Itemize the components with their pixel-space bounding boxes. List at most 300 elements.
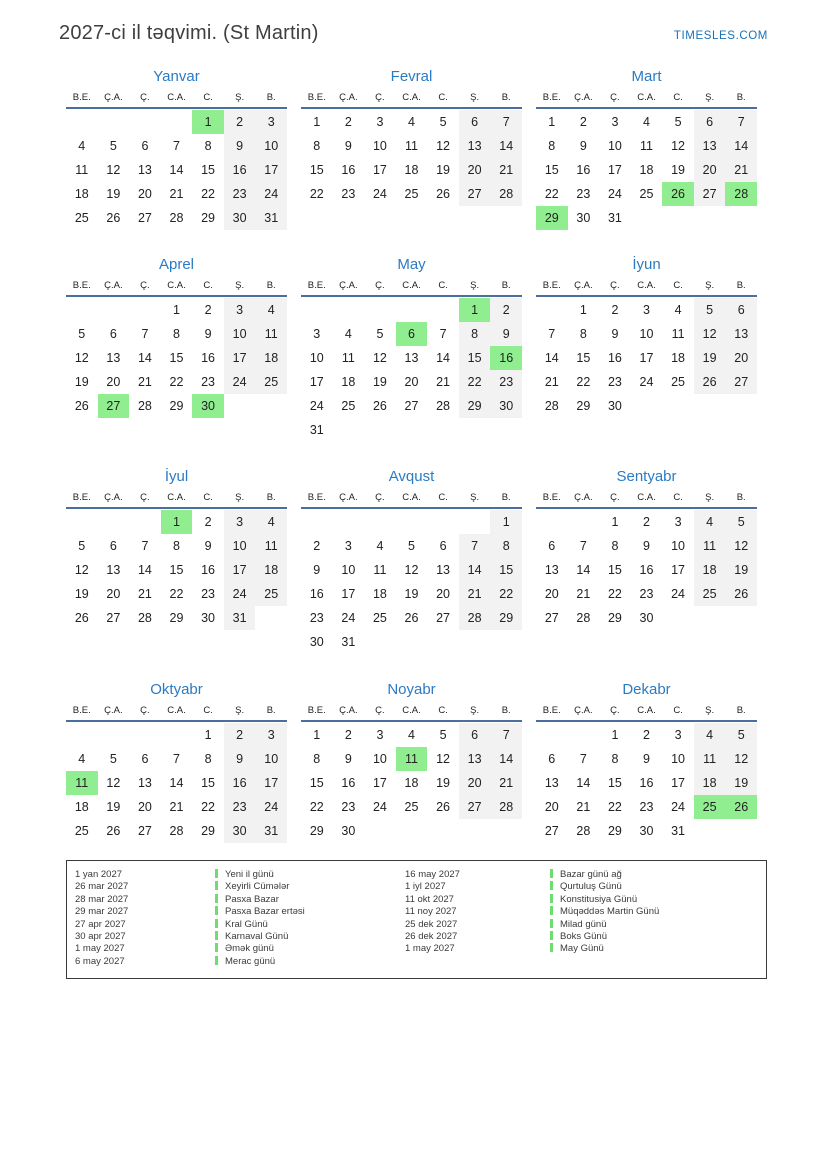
weekday-label: Ş. [470,705,480,716]
weekday-label: B. [501,280,511,291]
day-cell: 30 [639,824,654,838]
month-title: Dekabr [622,681,671,698]
day-cell: 28 [490,795,522,819]
weekday-label: C.A. [167,492,186,503]
day-cell-empty [536,723,568,747]
day-cell: 5 [725,510,757,534]
day-cell: 21 [544,375,559,389]
day-cell: 19 [74,375,89,389]
month-block [536,255,757,418]
day-cell: 5 [725,723,757,747]
day-cell-empty [662,394,694,418]
day-cell: 3 [674,515,682,529]
day-cell: 9 [224,747,256,771]
day-cell: 1 [204,728,212,742]
day-cell: 10 [607,139,622,153]
day-cell: 13 [459,747,491,771]
weekday-header-row [536,277,757,295]
day-cell: 8 [313,752,321,766]
day-cell-empty [396,630,428,654]
day-cell: 4 [255,298,287,322]
day-cell: 27 [106,611,121,625]
day-cell: 24 [607,187,622,201]
day-cell-empty [427,298,459,322]
weekday-label: B. [266,280,276,291]
day-cell: 11 [671,327,685,341]
day-cell: 12 [106,163,121,177]
header-underline [536,107,757,109]
legend-holiday [215,869,405,881]
day-cell: 1 [611,728,619,742]
day-cell-empty [427,418,459,442]
day-cell: 12 [725,747,757,771]
day-cell: 13 [436,563,451,577]
day-cell: 22 [309,800,324,814]
day-cell: 26 [436,187,451,201]
legend-holiday-name: Merac günü [225,955,276,967]
legend-holiday [215,943,405,955]
day-cell: 27 [544,611,559,625]
day-cell: 27 [544,824,559,838]
weekday-label: C. [438,492,448,503]
day-cell: 16 [309,587,324,601]
weekday-label: C. [673,705,683,716]
day-cell: 4 [255,510,287,534]
weekday-label: Ç.A. [104,492,123,503]
weekday-label: B.E. [542,492,561,503]
day-cell: 18 [404,163,419,177]
weekday-label: B.E. [307,92,326,103]
day-cell: 2 [579,115,587,129]
month-block [301,467,522,654]
day-cell: 5 [376,327,384,341]
day-cell-empty [459,630,491,654]
day-cell-empty [364,510,396,534]
day-cell: 2 [224,723,256,747]
page-header [0,0,827,45]
day-cell-empty [364,298,396,322]
day-cell: 23 [309,611,324,625]
day-cell: 10 [341,563,356,577]
day-cell: 18 [694,771,726,795]
weekday-label: Ç.A. [574,280,593,291]
day-cell: 4 [408,728,415,742]
day-cell: 23 [576,187,591,201]
day-cell: 22 [201,187,216,201]
day-cell: 17 [372,163,387,177]
day-cell: 24 [341,611,356,625]
day-cell: 17 [639,351,654,365]
legend-date: 11 okt 2027 [405,893,454,905]
day-cell: 18 [74,800,89,814]
legend-date: 11 noy 2027 [405,906,457,918]
day-cell: 22 [309,187,324,201]
day-cell-empty [255,394,287,418]
weekday-label: C.A. [637,705,656,716]
day-cell: 8 [611,539,619,553]
day-cell: 7 [725,110,757,134]
day-cell: 19 [671,163,686,177]
day-cell: 10 [639,327,654,341]
day-cell: 23 [224,795,256,819]
day-cell: 13 [544,776,559,790]
day-cell: 3 [674,728,682,742]
day-cell: 8 [548,139,556,153]
legend-holiday-name: Müqəddəs Martin Günü [560,906,660,918]
day-cell: 15 [169,563,184,577]
day-cell-empty [694,394,726,418]
day-cell-empty [536,298,568,322]
weekday-label: B. [266,492,276,503]
day-cell: 10 [224,534,256,558]
day-cell: 1 [173,303,180,317]
day-cell: 9 [611,327,619,341]
weekday-label: B.E. [542,92,561,103]
day-cell: 1 [490,510,522,534]
legend-name-column [550,869,750,968]
day-cell: 5 [439,728,447,742]
weekday-label: Ç. [375,492,385,503]
day-cell: 27 [137,824,152,838]
site-link[interactable]: TIMESLES.COM [673,30,768,42]
day-cell: 23 [224,182,256,206]
day-cell: 27 [694,182,726,206]
header-underline [66,720,287,722]
legend-group [67,869,405,968]
day-cell: 15 [544,163,559,177]
day-cell: 6 [109,539,117,553]
day-cell: 13 [404,351,419,365]
day-cell: 31 [607,211,622,225]
weekday-label: B.E. [307,705,326,716]
day-cell: 18 [255,558,287,582]
day-cell: 21 [490,771,522,795]
weekday-label: C.A. [402,92,421,103]
day-cell: 17 [255,158,287,182]
days-grid [66,298,287,418]
weekday-label: C.A. [637,280,656,291]
day-cell: 9 [579,139,587,153]
day-cell: 7 [173,139,180,153]
day-cell: 30 [224,819,256,843]
month-title: Fevral [390,68,433,85]
day-cell: 2 [204,515,212,529]
day-cell-empty [427,630,459,654]
month-block [536,680,757,843]
day-cell: 19 [404,587,419,601]
day-cell-empty [725,606,757,630]
day-cell-empty [459,418,491,442]
day-cell-empty [631,394,663,418]
month-title: Avqust [388,468,435,485]
day-cell-empty [98,510,130,534]
day-cell: 24 [255,182,287,206]
day-cell: 8 [459,322,491,346]
day-cell: 3 [224,510,256,534]
day-cell-empty [459,510,491,534]
day-cell: 12 [694,322,726,346]
day-cell: 29 [169,399,184,413]
day-cell: 8 [173,327,180,341]
day-cell: 3 [344,539,352,553]
day-cell: 16 [224,158,256,182]
legend-date: 29 mar 2027 [75,906,129,918]
day-cell: 15 [459,346,491,370]
day-cell: 11 [694,534,726,558]
day-cell: 23 [490,370,522,394]
day-cell: 22 [490,582,522,606]
day-cell: 11 [405,139,418,153]
day-cell: 4 [643,115,650,129]
day-cell: 4 [694,723,726,747]
day-cell-empty [364,630,396,654]
day-cell: 14 [490,134,522,158]
day-cell: 21 [459,582,491,606]
legend-date: 28 mar 2027 [75,893,129,905]
legend-holiday-name: May Günü [560,943,604,955]
day-cell: 1 [611,515,619,529]
day-cell: 9 [643,539,650,553]
day-cell: 21 [576,587,591,601]
day-cell: 13 [544,563,559,577]
day-cell: 20 [725,346,757,370]
day-cell: 7 [579,539,587,553]
weekday-header-row [66,277,287,295]
legend-marker-icon [550,919,553,928]
day-cell: 5 [408,539,415,553]
day-cell-empty [224,394,256,418]
day-cell: 9 [344,139,352,153]
month-title: Yanvar [153,68,200,85]
day-cell: 13 [694,134,726,158]
day-cell: 26 [404,611,419,625]
day-cell: 25 [404,800,419,814]
day-cell: 29 [169,611,184,625]
days-grid [301,510,522,654]
day-cell: 17 [341,587,356,601]
day-cell: 4 [694,510,726,534]
day-cell-empty [459,819,491,843]
day-cell: 8 [611,752,619,766]
day-cell-empty [161,110,193,134]
day-cell: 31 [255,206,287,230]
header-underline [536,295,757,297]
day-cell: 15 [576,351,591,365]
day-cell-empty [364,418,396,442]
day-cell: 6 [109,327,117,341]
day-cell: 20 [544,587,559,601]
legend-holiday [550,881,750,893]
day-cell: 6 [459,723,491,747]
day-cell: 22 [576,375,591,389]
day-cell: 1 [313,115,321,129]
month-block [536,67,757,230]
legend-holiday-name: Karnaval Günü [225,930,289,942]
day-cell: 12 [404,563,419,577]
day-cell: 18 [341,375,356,389]
day-cell: 11 [640,139,653,153]
weekday-label: Ç.A. [574,92,593,103]
legend-holiday [215,881,405,893]
weekday-label: Ç. [140,705,150,716]
day-cell: 13 [459,134,491,158]
weekday-label: B. [501,92,511,103]
day-cell: 23 [607,375,622,389]
day-cell: 7 [141,327,149,341]
day-cell: 5 [674,115,682,129]
day-cell: 15 [201,776,216,790]
weekday-label: Ş. [705,492,715,503]
weekday-header-row [536,89,757,107]
legend-holiday-name: Konstitusiya Günü [560,893,638,905]
header-underline [301,107,522,109]
weekday-label: Ç. [140,280,150,291]
day-cell: 25 [74,824,89,838]
day-cell: 11 [694,747,726,771]
weekday-label: B. [736,492,746,503]
weekday-label: Ç. [375,280,385,291]
weekday-label: Ç.A. [339,492,358,503]
weekday-header-row [66,702,287,720]
day-cell: 5 [109,752,117,766]
days-grid [66,510,287,630]
day-cell: 28 [169,211,184,225]
weekday-label: Ş. [235,492,245,503]
day-cell: 27 [459,182,491,206]
weekday-label: Ç. [610,705,620,716]
day-cell: 8 [204,139,212,153]
day-cell: 4 [78,139,86,153]
day-cell: 4 [376,539,384,553]
legend-marker-icon [215,931,218,940]
day-cell: 24 [309,399,324,413]
month-block [301,680,522,843]
day-cell: 9 [224,134,256,158]
day-cell: 25 [694,795,726,819]
day-cell: 1 [579,303,587,317]
header-underline [66,507,287,509]
day-cell: 13 [106,351,121,365]
legend-date: 26 mar 2027 [75,881,129,893]
day-cell-empty [301,298,333,322]
weekday-label: B. [736,280,746,291]
month-title: Aprel [158,256,195,273]
day-cell: 25 [74,211,89,225]
day-cell: 13 [137,163,152,177]
weekday-label: Ş. [235,92,245,103]
day-cell-empty [568,723,600,747]
day-cell-empty [333,510,365,534]
legend-date-column [405,869,550,968]
day-cell: 11 [255,534,287,558]
legend-name-column [215,869,405,968]
day-cell: 9 [204,327,212,341]
day-cell: 22 [201,800,216,814]
day-cell: 21 [169,187,184,201]
weekday-header-row [536,702,757,720]
day-cell: 7 [579,752,587,766]
weekday-label: Ç.A. [574,492,593,503]
day-cell: 24 [671,800,686,814]
day-cell-empty [66,723,98,747]
legend-holiday [550,919,750,931]
day-cell: 27 [98,394,130,418]
header-underline [66,107,287,109]
weekday-label: Ş. [705,92,715,103]
day-cell: 26 [662,182,694,206]
day-cell: 21 [137,375,152,389]
day-cell: 18 [671,351,686,365]
day-cell-empty [98,298,130,322]
header-underline [301,720,522,722]
day-cell: 5 [694,298,726,322]
day-cell: 7 [548,327,556,341]
weekday-header-row [301,89,522,107]
day-cell: 28 [436,399,451,413]
day-cell: 11 [75,163,89,177]
day-cell: 20 [404,375,419,389]
weekday-label: B.E. [307,492,326,503]
days-grid [301,298,522,442]
day-cell: 21 [725,158,757,182]
legend-date: 1 yan 2027 [75,869,123,880]
day-cell-empty [631,206,663,230]
day-cell: 7 [439,327,447,341]
weekday-label: Ş. [470,280,480,291]
day-cell-empty [333,298,365,322]
legend-marker-icon [550,869,553,878]
day-cell: 14 [137,351,152,365]
days-grid [301,723,522,843]
day-cell: 5 [78,539,86,553]
day-cell: 19 [106,187,121,201]
day-cell: 26 [694,370,726,394]
legend-date: 1 may 2027 [405,943,455,955]
day-cell: 2 [344,728,352,742]
day-cell: 28 [459,606,491,630]
day-cell: 3 [313,327,321,341]
day-cell: 28 [137,399,152,413]
weekday-label: C. [203,92,213,103]
weekday-label: C.A. [167,280,186,291]
day-cell: 25 [639,187,654,201]
weekday-label: Ç.A. [339,705,358,716]
legend-holiday-name: Pasxa Bazar ertəsi [225,906,305,918]
day-cell: 22 [169,587,184,601]
day-cell: 21 [576,800,591,814]
day-cell: 6 [141,752,149,766]
weekday-label: C.A. [167,92,186,103]
month-title: Mart [631,68,662,85]
day-cell: 25 [255,370,287,394]
days-grid [536,298,757,418]
day-cell: 31 [224,606,256,630]
day-cell: 4 [344,327,352,341]
header-underline [301,295,522,297]
day-cell: 29 [459,394,491,418]
legend-date-column [67,869,215,968]
day-cell: 10 [671,539,686,553]
day-cell: 14 [490,747,522,771]
weekday-label: B.E. [542,705,561,716]
day-cell: 27 [137,211,152,225]
day-cell: 26 [725,582,757,606]
header-underline [66,295,287,297]
legend-marker-icon [215,869,218,878]
day-cell: 16 [341,163,356,177]
month-title: Oktyabr [150,681,203,698]
day-cell: 22 [459,370,491,394]
